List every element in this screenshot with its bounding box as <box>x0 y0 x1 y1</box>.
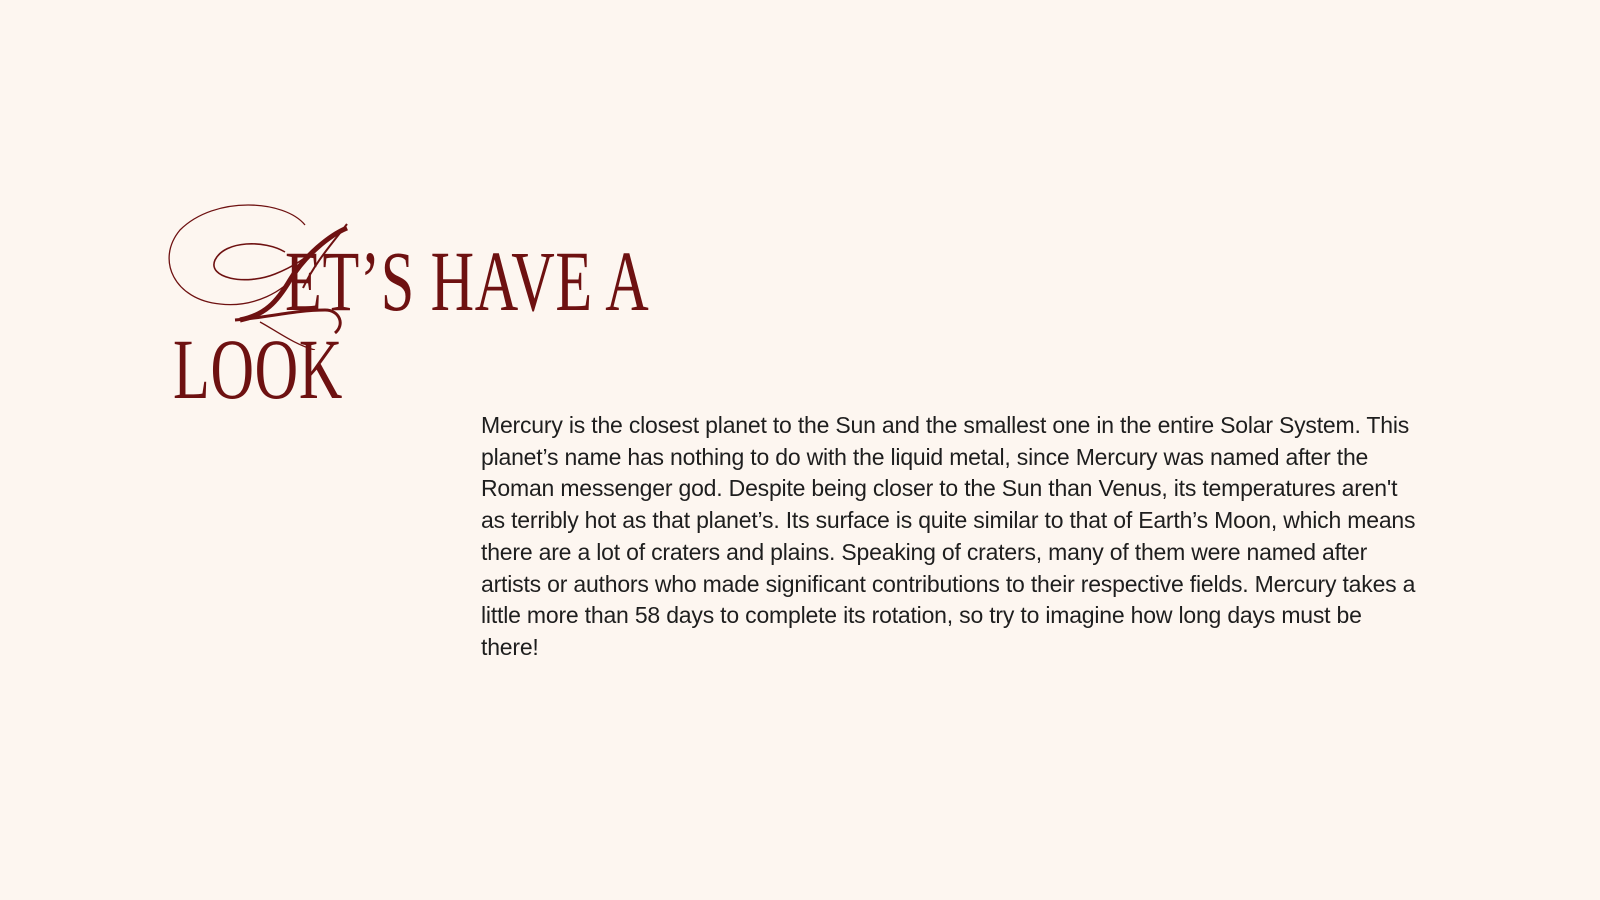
heading-line-1: ET’S HAVE A <box>285 233 650 329</box>
body-paragraph: Mercury is the closest planet to the Sun and the smallest one in the entire Solar System. This planet’s name has nothing to do with the liquid metal, since Mercury was named after the Roman messenger god. Despite being closer to the Sun than Venus, its temperatures aren't as terribly hot as that planet’s. Its surface is quite similar to that of Earth’s Moon, which means there are a lot of craters and plains. Speaking of craters, many of them were named after artists or authors who made significant contributions to their respective fields. Mercury takes a little more than 58 days to complete its rotation, so try to imagine how long days must be there! <box>481 412 1416 660</box>
page-title <box>165 200 725 417</box>
heading-line-2: LOOK <box>173 321 344 417</box>
